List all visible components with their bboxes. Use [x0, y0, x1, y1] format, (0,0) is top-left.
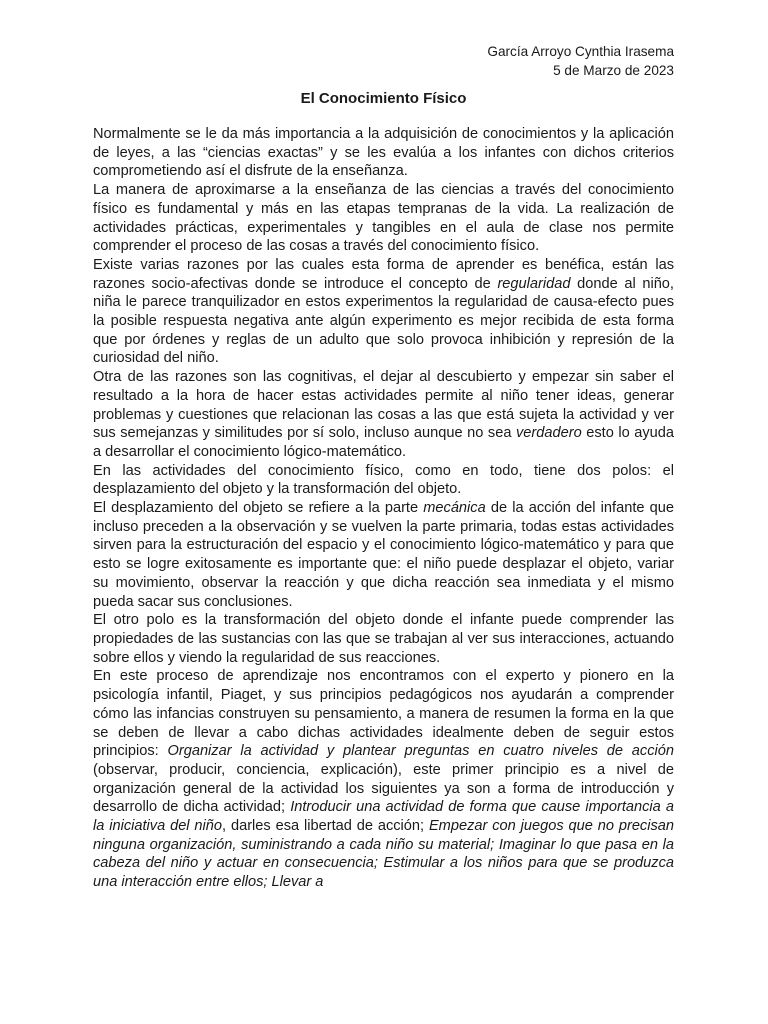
paragraph-4-text-c: esto lo ayuda a desarrollar el conocimiento lógico-matemático.	[93, 425, 674, 460]
paragraph-3-text-a: Existe varias razones por las cuales esta forma de aprender es benéfica, están las razones socio-afectivas donde se introduce el concepto de	[93, 256, 674, 292]
paragraph-6-text-c: de la acción del infante que incluso preceden a la observación y se vuelven la parte primaria, todas estas actividades sirven para la estructuración del espacio y el conocimiento lógico-matemático y para que esto se logre exitosamente es importante que: el niño puede desplazar el objeto, variar su movimiento, observar la reacción y que dicha reacción sea inmediata y el mismo pueda sacar sus conclusiones.	[93, 500, 674, 610]
document-header	[93, 42, 674, 80]
paragraph-2: La manera de aproximarse a la enseñanza de las ciencias a través del conocimiento físico es fundamental y más en las etapas tempranas de la vida. La realización de actividades prácticas, experimentales y tangibles en el aula de clase nos permite comprender el proceso de las cosas a través del conocimiento físico.	[93, 182, 674, 255]
paragraph-8-text-e: , darles esa libertad de acción;	[222, 818, 429, 835]
document-body	[93, 125, 674, 892]
document-date: 5 de Marzo de 2023	[553, 63, 674, 78]
paragraph-7: El otro polo es la transformación del objeto donde el infante puede comprender las propiedades de las sustancias con las que se trabajan al ver sus interacciones, actuando sobre ellos y viendo la regularidad de sus reacciones.	[93, 612, 674, 666]
principle-1: Organizar la actividad y plantear preguntas en cuatro niveles de acción	[167, 743, 674, 760]
term-regularidad: regularidad	[497, 275, 571, 292]
principles-3-to-6: Empezar con juegos que no precisan ninguna organización, suministrando a cada niño su material; Imaginar lo que pasa en la cabeza del niño y actuar en consecuencia; Estimular a los niños para que se produzca una interacción entre ellos; Llevar a	[93, 818, 675, 891]
paragraph-1: Normalmente se le da más importancia a la adquisición de conocimientos y la aplicación de leyes, a las “ciencias exactas” y se les evalúa a los infantes con dichos criterios comprometiendo así el disfrute de la enseñanza.	[93, 126, 674, 180]
paragraph-6	[93, 499, 674, 611]
paragraph-8	[93, 667, 674, 891]
paragraph-4-text-a: Otra de las razones son las cognitivas, el dejar al descubierto y empezar sin saber el resultado a la hora de hacer estas actividades permite al niño tener ideas, generar problemas y cuestiones que relacionan las cosas a las que está sujeta la actividad y ver sus semejanzas y similitudes por sí solo, incluso aunque no sea	[93, 369, 674, 442]
principle-2: Introducir una actividad de forma que cause importancia a la iniciativa del niño	[93, 799, 674, 835]
paragraph-3-text-c: donde al niño, niña le parece tranquilizador en estos experimentos la regularidad de causa-efecto pues la posible respuesta negativa ante algún experimento es mejor recibida de esta forma que por órdenes y reglas de un adulto que solo provoca inhibición y represión de la curiosidad del niño.	[93, 275, 674, 367]
paragraph-6-text-a: El desplazamiento del objeto se refiere a la parte	[93, 500, 424, 517]
paragraph-8-text-a: En este proceso de aprendizaje nos encontramos con el experto y pionero en la psicología infantil, Piaget, y sus principios pedagógicos nos ayudarán a comprender cómo las infancias construyen su pensamiento, a manera de resumen la forma en la que se deben de llevar a cabo dichas actividades idealmente deben de seguir estos principios:	[93, 668, 674, 760]
paragraph-8-text-c: (observar, producir, conciencia, explicación), este primer principio es a nivel de organización general de la actividad los siguientes ya son a forma de introducción y desarrollo de dicha actividad;	[93, 761, 674, 816]
author-name: García Arroyo Cynthia Irasema	[487, 44, 674, 59]
paragraph-5: En las actividades del conocimiento físico, como en todo, tiene dos polos: el desplazamiento del objeto y la transformación del objeto.	[93, 462, 674, 498]
term-mecanica: mecánica	[423, 500, 486, 517]
document-title: El Conocimiento Físico	[300, 90, 467, 107]
term-verdadero: verdadero	[515, 425, 582, 442]
paragraph-3	[93, 256, 674, 368]
paragraph-4	[93, 368, 674, 462]
